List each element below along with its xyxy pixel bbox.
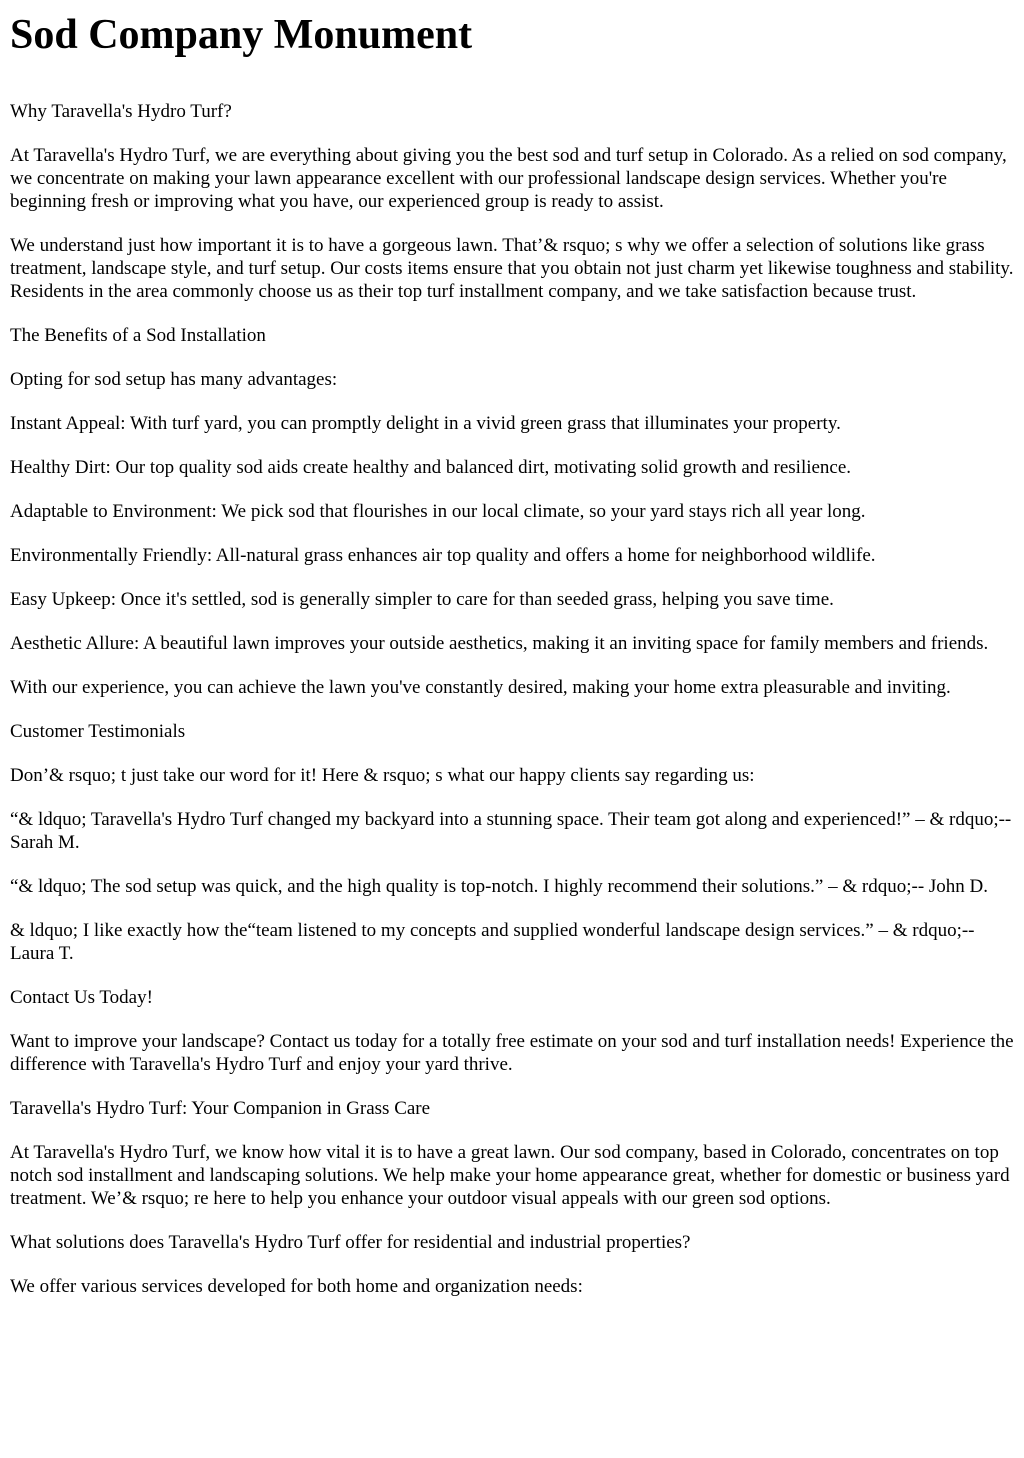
- paragraph-advantages-intro: Opting for sod setup has many advantages:: [10, 369, 338, 390]
- section-heading-testimonials: Customer Testimonials: [10, 721, 186, 742]
- benefit-healthy-dirt: Healthy Dirt: Our top quality sod aids create healthy and balanced dirt, motivating solid growth and resilience.: [10, 457, 852, 478]
- article: [0, 12, 1024, 1298]
- benefit-adaptable: Adaptable to Environment: We pick sod that flourishes in our local climate, so your yard stays rich all year long.: [10, 501, 866, 522]
- paragraph-solutions: We offer various services developed for both home and organization needs:: [10, 1276, 583, 1297]
- paragraph-intro: At Taravella's Hydro Turf, we are everything about giving you the best sod and turf setup in Colorado. As a relied on sod company, we concentrate on making your lawn appearance excellent with our professional landscape design services. Whether you're beginning fresh or improving what you have, our experienced group is ready to assist.: [10, 145, 1007, 212]
- paragraph-understand: We understand just how important it is to have a gorgeous lawn. That’& rsquo; s why we offer a selection of solutions like grass treatment, landscape style, and turf setup. Our costs items ensure that you obtain not just charm yet likewise toughness and stability. Residents in the area commonly choose us as their top turf installment company, and we take satisfaction because trust.: [10, 235, 1014, 302]
- paragraph-testimonials-intro: Don’& rsquo; t just take our word for it! Here & rsquo; s what our happy clients say regarding us:: [10, 765, 755, 786]
- benefit-aesthetic: Aesthetic Allure: A beautiful lawn improves your outside aesthetics, making it an inviting space for family members and friends.: [10, 633, 989, 654]
- benefit-environment: Environmentally Friendly: All-natural grass enhances air top quality and offers a home for neighborhood wildlife.: [10, 545, 876, 566]
- section-heading-why: Why Taravella's Hydro Turf?: [10, 101, 232, 122]
- benefit-easy-upkeep: Easy Upkeep: Once it's settled, sod is generally simpler to care for than seeded grass, helping you save time.: [10, 589, 834, 610]
- section-heading-contact: Contact Us Today!: [10, 987, 153, 1008]
- testimonial-john: “& ldquo; The sod setup was quick, and the high quality is top-notch. I highly recommend their solutions.” – & rdquo;-- John D.: [10, 876, 989, 897]
- section-heading-companion: Taravella's Hydro Turf: Your Companion in Grass Care: [10, 1098, 431, 1119]
- paragraph-experience: With our experience, you can achieve the lawn you've constantly desired, making your home extra pleasurable and inviting.: [10, 677, 951, 698]
- paragraph-contact: Want to improve your landscape? Contact us today for a totally free estimate on your sod and turf installation needs! Experience the difference with Taravella's Hydro Turf and enjoy your yard thrive.: [10, 1031, 1014, 1075]
- section-heading-solutions: What solutions does Taravella's Hydro Turf offer for residential and industrial properties?: [10, 1232, 691, 1253]
- section-heading-benefits: The Benefits of a Sod Installation: [10, 325, 266, 346]
- testimonial-laura: & ldquo; I like exactly how the“team listened to my concepts and supplied wonderful landscape design services.” – & rdquo;-- Laura T.: [10, 920, 975, 964]
- testimonial-sarah: “& ldquo; Taravella's Hydro Turf changed my backyard into a stunning space. Their team got along and experienced!” – & rdquo;-- Sarah M.: [10, 809, 1012, 853]
- paragraph-companion: At Taravella's Hydro Turf, we know how vital it is to have a great lawn. Our sod company, based in Colorado, concentrates on top notch sod installment and landscaping solutions. We help make your home appearance great, whether for domestic or business yard treatment. We’& rsquo; re here to help you enhance your outdoor visual appeals with our green sod options.: [10, 1142, 1010, 1209]
- benefit-instant-appeal: Instant Appeal: With turf yard, you can promptly delight in a vivid green grass that illuminates your property.: [10, 413, 841, 434]
- page-title: Sod Company Monument: [10, 12, 473, 58]
